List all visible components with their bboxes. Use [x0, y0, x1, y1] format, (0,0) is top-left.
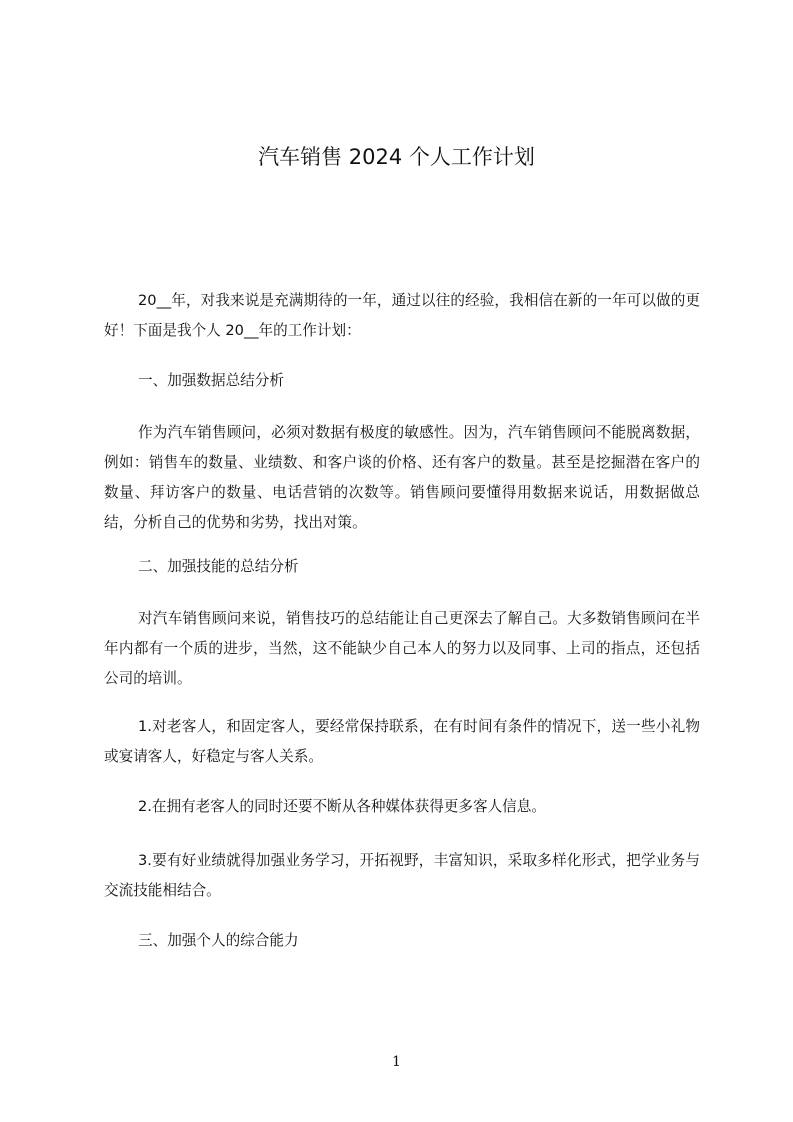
list-item-2: 2.在拥有老客人的同时还要不断从各种媒体获得更多客人信息。	[138, 798, 546, 815]
document-title: 汽车销售 2024 个人工作计划	[258, 145, 535, 169]
intro-paragraph: 20__年，对我来说是充满期待的一年，通过以往的经验，我相信在新的一年可以做的更好！下面是我个人 20__年的工作计划：	[104, 292, 700, 339]
section-heading-skills-analysis: 二、加强技能的总结分析	[138, 558, 299, 575]
section-heading-comprehensive-ability: 三、加强个人的综合能力	[138, 932, 299, 949]
page-number: 1	[392, 1054, 401, 1070]
list-item-1: 1.对老客人，和固定客人，要经常保持联系，在有时间有条件的情况下，送一些小礼物或宴请客人，好稳定与客人关系。	[104, 718, 700, 765]
skills-analysis-paragraph: 对汽车销售顾问来说，销售技巧的总结能让自己更深去了解自己。大多数销售顾问在半年内都有一个质的进步，当然，这不能缺少自己本人的努力以及同事、上司的指点，还包括公司的培训。	[104, 610, 700, 687]
list-item-3: 3.要有好业绩就得加强业务学习，开拓视野，丰富知识，采取多样化形式，把学业务与交流技能相结合。	[104, 852, 700, 899]
data-analysis-paragraph: 作为汽车销售顾问，必须对数据有极度的敏感性。因为，汽车销售顾问不能脱离数据，例如：销售车的数量、业绩数、和客户谈的价格、还有客户的数量。甚至是挖掘潜在客户的数量、拜访客户的数量、电话营销的次数等。销售顾问要懂得用数据来说话，用数据做总结，分析自己的优势和劣势，找出对策。	[104, 424, 700, 531]
section-heading-data-analysis: 一、加强数据总结分析	[138, 372, 284, 389]
